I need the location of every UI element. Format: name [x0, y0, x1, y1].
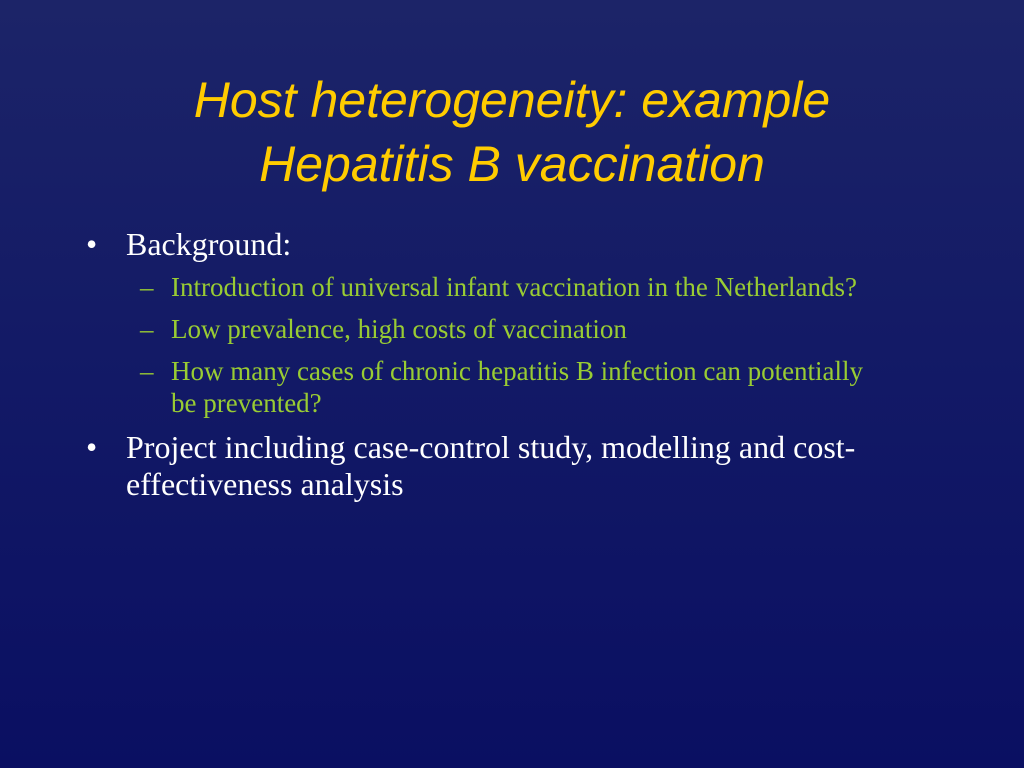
- sub-bullet-marker: –: [140, 314, 154, 344]
- bullet-marker: •: [86, 226, 98, 262]
- bullet-background: [86, 226, 946, 419]
- slide-title-line-1: Host heterogeneity: example: [193, 72, 831, 128]
- bullet-text: Project including case-control study, modelling and cost-effectiveness analysis: [126, 429, 856, 502]
- sub-bullet-marker: –: [140, 272, 154, 302]
- bullet-project: [86, 429, 946, 503]
- slide-title-line-2: Hepatitis B vaccination: [259, 136, 765, 192]
- sub-bullet-text: How many cases of chronic hepatitis B infection can potentially be prevented?: [171, 356, 864, 418]
- sub-bullet-item: [126, 313, 891, 345]
- bullet-text: Background:: [126, 226, 292, 262]
- bullet-marker: •: [86, 429, 98, 465]
- slide-body: [86, 226, 946, 503]
- sub-bullet-marker: –: [140, 356, 154, 386]
- sub-bullet-text: Low prevalence, high costs of vaccination: [171, 314, 627, 344]
- sub-bullet-text: Introduction of universal infant vaccination in the Netherlands?: [171, 272, 858, 302]
- slide-title: [0, 68, 1024, 196]
- sub-bullet-item: [126, 271, 891, 303]
- sub-bullet-item: [126, 355, 891, 419]
- sub-bullet-list: [126, 271, 946, 419]
